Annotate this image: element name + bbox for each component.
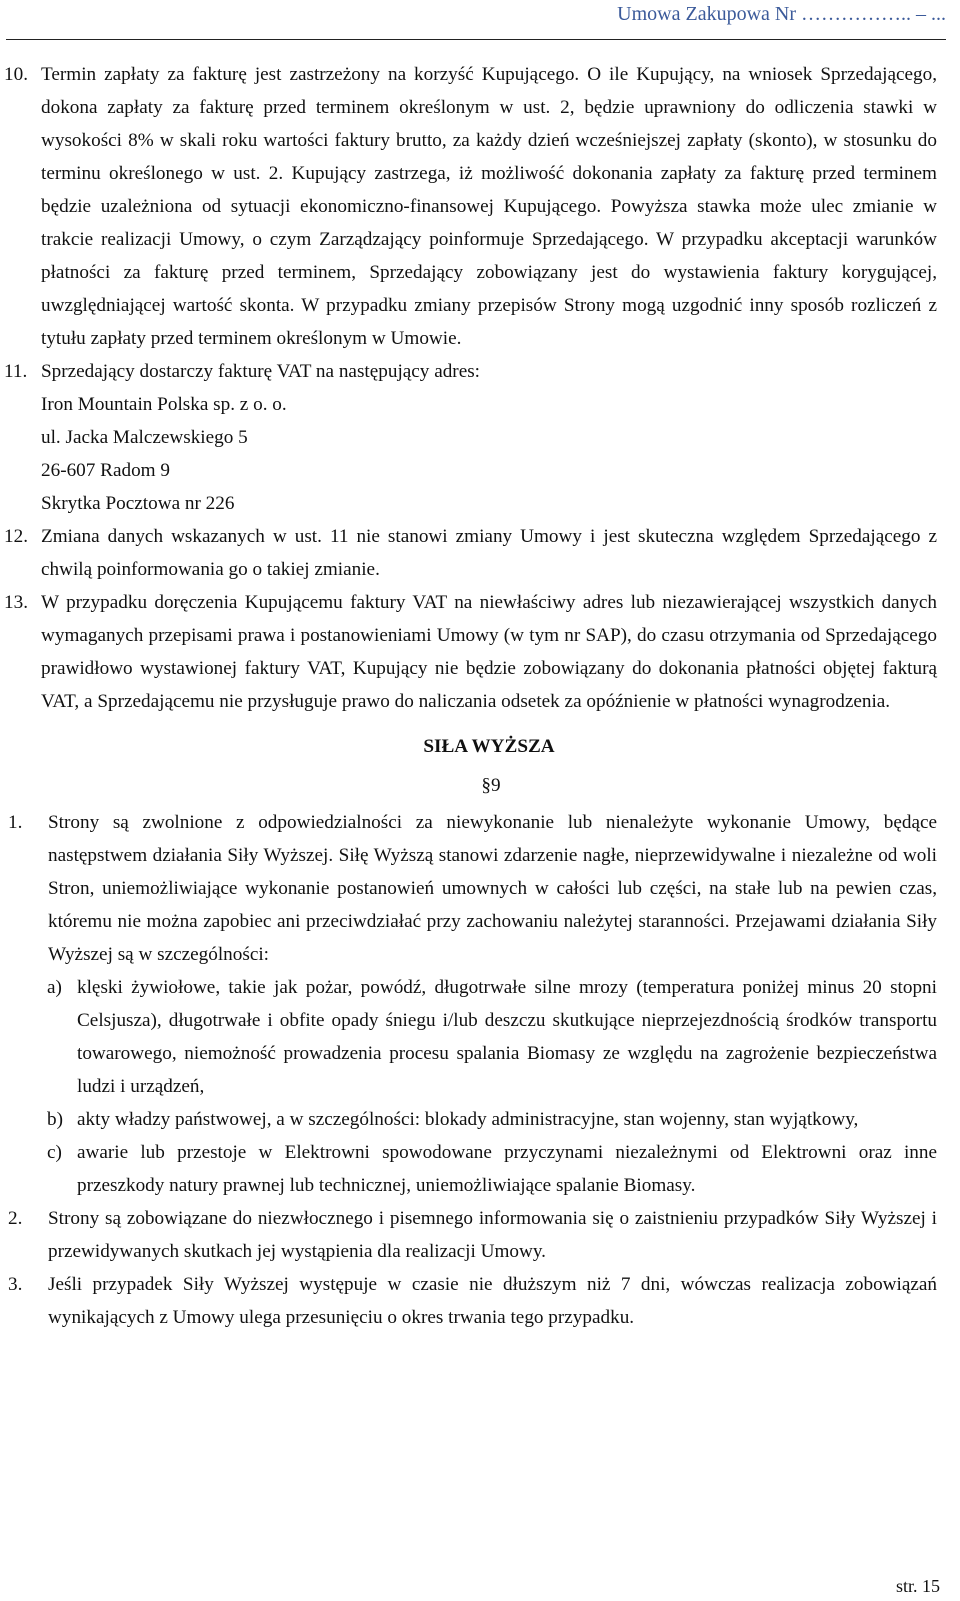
fm-subitem-b [47, 1103, 937, 1136]
paragraph-number: §9 [481, 775, 501, 796]
clause-text: Strony są zwolnione z odpowiedzialności za niewykonanie lub nienależyte wykonanie Umowy, będące następstwem działania Siły Wyższej. Siłę Wyższą stanowi zdarzenie nagłe, nieprzewidywalne i niezależne od woli Stron, uniemożliwiające wykonanie postanowień umownych w całości lub części, na stałe lub na pewien czas, któremu nie można zapobiec ani przeciwdziałać przy zachowaniu należytej staranności. Przejawami działania Siły Wyższej są w szczególności: [48, 812, 937, 965]
subitem-label: a) [47, 977, 62, 998]
clause-number: 12. [4, 526, 28, 547]
header-divider [6, 39, 946, 40]
address-line: 26-607 Radom 9 [41, 460, 170, 481]
clause-text: Termin zapłaty za fakturę jest zastrzeżony na korzyść Kupującego. O ile Kupujący, na wniosek Sprzedającego, dokona zapłaty za fakturę przed terminem określonym w ust. 2, będzie uprawniony do odliczenia stawki w wysokości 8% w skali roku wartości faktury brutto, za każdy dzień wcześniejszej zapłaty (skonto), w stosunku do terminu określonego w ust. 2. Kupujący zastrzega, iż możliwość dokonania zapłaty za fakturę przed terminem będzie uzależniona od sytuacji ekonomiczno-finansowej Kupującego. Powyższa stawka może ulec zmianie w trakcie realizacji Umowy, o czym Zarządzający poinformuje Sprzedającego. W przypadku akceptacji warunków płatności za fakturę przed terminem, Sprzedający zobowiązany jest do wystawienia faktury korygującej, uwzględniającej wartość skonta. W przypadku zmiany przepisów Strony mogą uzgodnić inny sposób rozliczeń z tytułu zapłaty przed terminem określonym w Umowie. [41, 64, 937, 349]
page-number: str. 15 [895, 1576, 940, 1596]
clause-text: Sprzedający dostarczy fakturę VAT na następujący adres: [41, 361, 481, 382]
document-body [0, 58, 960, 1334]
clause-number: 1. [8, 812, 23, 833]
fm-subitem-c [47, 1136, 937, 1202]
clause-number: 3. [8, 1274, 23, 1295]
clause-number: 11. [4, 361, 28, 382]
clause-13 [4, 586, 937, 718]
clause-text: W przypadku doręczenia Kupującemu faktury VAT na niewłaściwy adres lub niezawierającej wszystkich danych wymaganych przepisami prawa i postanowieniami Umowy (w tym nr SAP), do czasu otrzymania od Sprzedającego prawidłowo wystawionej faktury VAT, Kupujący nie będzie zobowiązany do dokonania płatności objętej fakturą VAT, a Sprzedającemu nie przysługuje prawo do naliczania odsetek za opóźnienie w płatności wynagrodzenia. [41, 592, 937, 712]
subitem-text: klęski żywiołowe, takie jak pożar, powódź, długotrwałe silne mrozy (temperatura poniżej minus 20 stopni Celsjusza), długotrwałe i obfite opady śniegu i/lub deszczu skutkujące nieprzejezdnością środków transportu towarowego, niemożność prowadzenia procesu spalania Biomasy ze względu na zagrożenie bezpieczeństwa ludzi i urządzeń, [77, 977, 937, 1097]
address-line: Iron Mountain Polska sp. z o. o. [41, 394, 287, 415]
address-line: Skrytka Pocztowa nr 226 [41, 493, 235, 514]
clause-text: Jeśli przypadek Siły Wyższej występuje w czasie nie dłuższym niż 7 dni, wówczas realizacja zobowiązań wynikających z Umowy ulega przesunięciu o okres trwania tego przypadku. [48, 1274, 937, 1328]
clause-text: Strony są zobowiązane do niezwłocznego i pisemnego informowania się o zaistnieniu przypadków Siły Wyższej i przewidywanych skutkach jej wystąpienia dla realizacji Umowy. [48, 1208, 937, 1262]
clause-number: 10. [4, 64, 28, 85]
clause-number: 13. [4, 592, 28, 613]
address-line: ul. Jacka Malczewskiego 5 [41, 427, 248, 448]
fm-clause-2 [8, 1202, 937, 1268]
subitem-text: awarie lub przestoje w Elektrowni spowodowane przyczynami niezależnymi od Elektrowni oraz inne przeszkody natury prawnej lub technicznej, uniemożliwiające spalanie Biomasy. [77, 1142, 937, 1196]
invoice-address [41, 388, 960, 520]
subitem-text: akty władzy państwowej, a w szczególności: blokady administracyjne, stan wojenny, stan wyjątkowy, [77, 1109, 859, 1130]
running-header: Umowa Zakupowa Nr …………….. – ... [617, 3, 946, 25]
clause-10 [4, 58, 937, 355]
clause-number: 2. [8, 1208, 23, 1229]
clause-11 [4, 355, 937, 388]
section-heading: SIŁA WYŻSZA [423, 736, 555, 757]
clause-text: Zmiana danych wskazanych w ust. 11 nie stanowi zmiany Umowy i jest skuteczna względem Sprzedającego z chwilą poinformowania go o takiej zmianie. [41, 526, 937, 580]
subitem-label: b) [47, 1109, 63, 1130]
fm-clause-1 [8, 806, 937, 971]
clause-12 [4, 520, 937, 586]
fm-subitem-a [47, 971, 937, 1103]
fm-clause-3 [8, 1268, 937, 1334]
subitem-label: c) [47, 1142, 62, 1163]
